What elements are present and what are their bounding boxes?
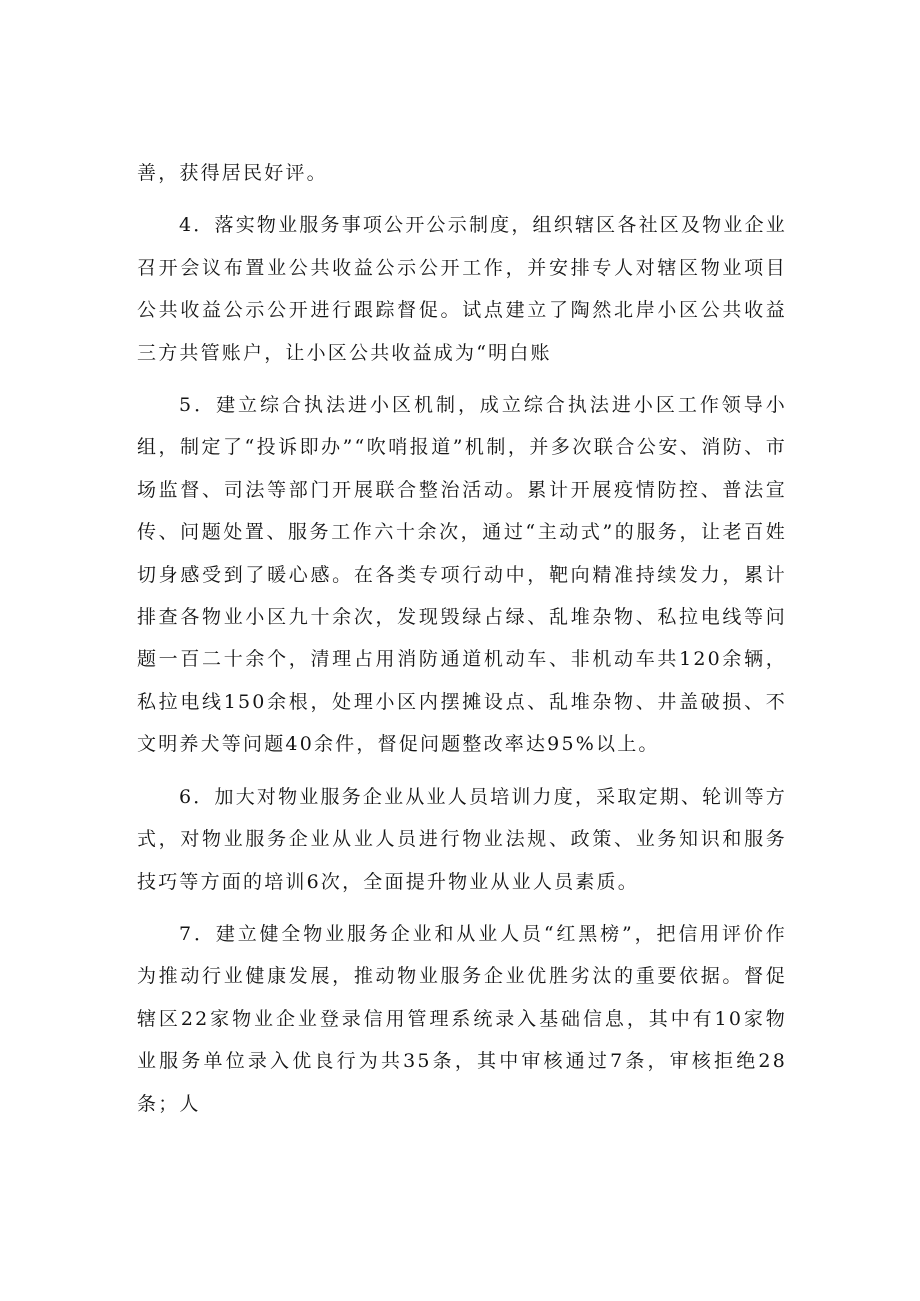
paragraph-item-7: 7．建立健全物业服务企业和从业人员“红黑榜”，把信用评价作为推动行业健康发展，推动物业服务企业优胜劣汰的重要依据。督促辖区22家物业企业登录信用管理系统录入基础信息，其中有10家物业服务单位录入优良行为共35条，其中审核通过7条，审核拒绝28条；人 bbox=[137, 922, 787, 1115]
paragraph-item-5: 5．建立综合执法进小区机制，成立综合执法进小区工作领导小组，制定了“投诉即办”“吹哨报道”机制，并多次联合公安、消防、市场监督、司法等部门开展联合整治活动。累计开展疫情防控、普法宣传、问题处置、服务工作六十余次，通过“主动式”的服务，让老百姓切身感受到了暖心感。在各类专项行动中，靶向精准持续发力，累计排查各物业小区九十余次，发现毁绿占绿、乱堆杂物、私拉电线等问题一百二十余个，清理占用消防通道机动车、非机动车共120余辆，私拉电线150余根，处理小区内摆摊设点、乱堆杂物、井盖破损、不文明养犬等问题40余件，督促问题整改率达95%以上。 bbox=[137, 394, 787, 756]
paragraph-item-6: 6．加大对物业服务企业从业人员培训力度，采取定期、轮训等方式，对物业服务企业从业人员进行物业法规、政策、业务知识和服务技巧等方面的培训6次，全面提升物业从业人员素质。 bbox=[137, 785, 787, 893]
paragraph-continuation: 善，获得居民好评。 bbox=[137, 162, 328, 184]
paragraph-item-4: 4．落实物业服务事项公开公示制度，组织辖区各社区及物业企业召开会议布置业公共收益公示公开工作，并安排专人对辖区物业项目公共收益公示公开进行跟踪督促。试点建立了陶然北岸小区公共收益三方共管账户，让小区公共收益成为“明白账 bbox=[137, 214, 787, 364]
document-body bbox=[137, 152, 787, 1135]
